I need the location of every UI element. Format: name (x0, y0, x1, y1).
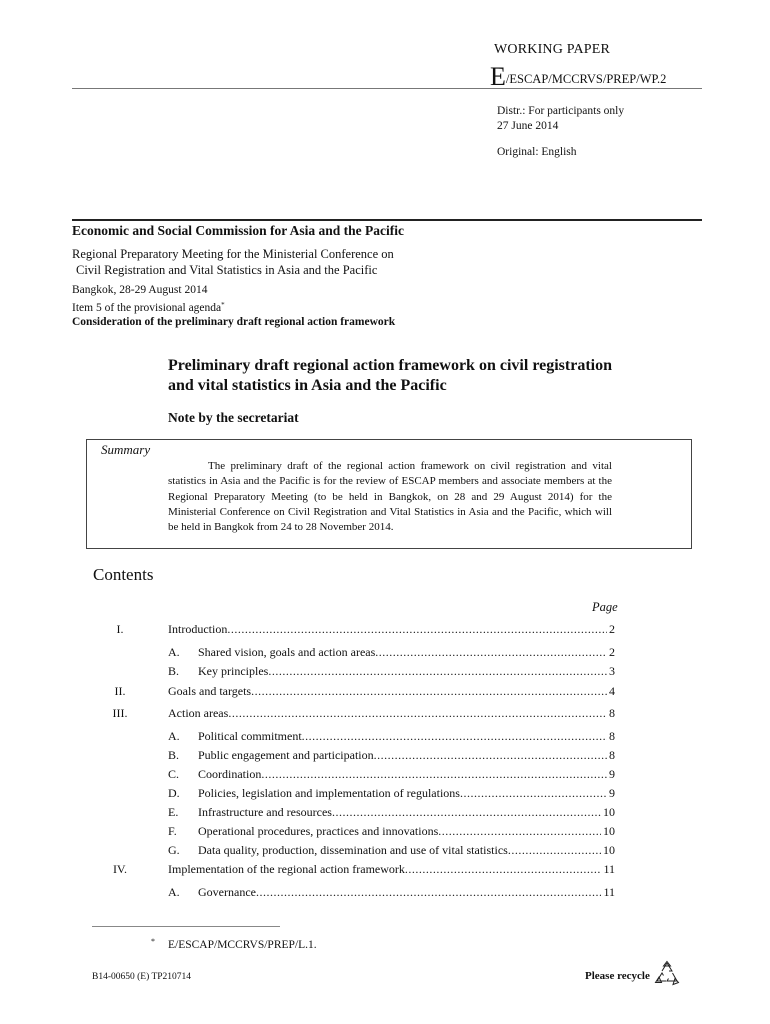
organization-rule (72, 219, 702, 221)
toc-subsection-letter: G. (168, 843, 180, 857)
toc-leader-dots (227, 622, 607, 637)
toc-subsection-letter: E. (168, 805, 179, 819)
toc-leader-dots (261, 767, 607, 782)
toc-entry (168, 706, 615, 721)
toc-entry (168, 862, 615, 877)
toc-leader-dots (268, 664, 607, 679)
toc-row (100, 645, 615, 661)
toc-entry (168, 824, 615, 839)
toc-entry-label: Shared vision, goals and action areas (198, 645, 376, 659)
toc-row (100, 885, 615, 901)
toc-subsection-letter: A. (168, 645, 180, 659)
toc-leader-dots (256, 885, 601, 900)
toc-subsection-letter: A. (168, 885, 180, 899)
toc-leader-dots (374, 748, 607, 763)
toc-row (100, 862, 615, 878)
toc-entry-label: Key principles (198, 664, 269, 678)
toc-entry-label: Policies, legislation and implementation of regulations (198, 786, 460, 800)
meeting-line-2: Civil Registration and Vital Statistics in Asia and the Pacific (76, 262, 378, 277)
toc-entry-label: Operational procedures, practices and innovations (198, 824, 439, 838)
toc-row (100, 805, 615, 821)
toc-entry-label: Data quality, production, dissemination and use of vital statistics (198, 843, 508, 857)
summary-label: Summary (101, 442, 151, 457)
toc-entry (168, 664, 615, 679)
toc-subsection-letter: F. (168, 824, 177, 838)
toc-section-number: III. (112, 706, 128, 720)
document-symbol-initial: E (490, 62, 506, 91)
document-symbol-rest: /ESCAP/MCCRVS/PREP/WP.2 (505, 72, 667, 86)
toc-entry-label: Introduction (168, 622, 228, 636)
toc-page-number: 11 (603, 885, 615, 899)
toc-row (100, 824, 615, 840)
toc-leader-dots (228, 706, 607, 721)
toc-leader-dots (508, 843, 601, 858)
toc-subsection-letter: A. (168, 729, 180, 743)
toc-entry (168, 622, 615, 637)
toc-page-number: 9 (609, 767, 615, 781)
toc-row (100, 748, 615, 764)
toc-entry (168, 805, 615, 820)
contents-heading: Contents (93, 565, 154, 584)
distribution-block (497, 104, 624, 134)
summary-text: The preliminary draft of the regional action framework on civil registration and vital statistics in Asia and the Pacific is for the review of ESCAP members and associate members at the Regional Preparatory Meeting (to be held in Bangkok, on 28 and 29 August 2014) for the Ministerial Conference on Civil Registration and Vital Statistics in Asia and the Pacific, which will be held in Bangkok from 24 to 28 November 2014. (168, 460, 612, 534)
toc-entry (168, 843, 615, 858)
toc-page-number: 9 (609, 786, 615, 800)
recycle-label: Please recycle (585, 970, 650, 982)
toc-page-number: 4 (609, 684, 615, 698)
toc-subsection-letter: B. (168, 664, 180, 678)
toc-row (100, 767, 615, 783)
toc-page-number: 2 (609, 622, 615, 636)
toc-subsection-letter: D. (168, 786, 180, 800)
original-language: Original: English (497, 146, 577, 158)
toc-section-number: II. (114, 684, 126, 698)
meeting-title (72, 247, 394, 278)
toc-row (100, 729, 615, 745)
agenda-item-footnote-marker: * (221, 300, 225, 309)
meeting-line-1: Regional Preparatory Meeting for the Ministerial Conference on (72, 247, 394, 261)
toc-entry (168, 786, 615, 801)
toc-row (100, 843, 615, 859)
toc-entry-label: Goals and targets (168, 684, 252, 698)
toc-page-number: 11 (603, 862, 615, 876)
job-number: B14-00650 (E) TP210714 (92, 972, 192, 982)
toc-page-number: 10 (603, 843, 615, 857)
document-symbol (490, 64, 666, 90)
toc-leader-dots (332, 805, 601, 820)
agenda-item (72, 298, 395, 316)
organization-name: Economic and Social Commission for Asia and the Pacific (72, 223, 405, 238)
toc-subsection-letter: B. (168, 748, 180, 762)
footnote-marker: * (151, 937, 155, 946)
toc-row (100, 622, 615, 638)
toc-leader-dots (302, 729, 607, 744)
toc-page-number: 10 (603, 805, 615, 819)
toc-page-number: 10 (603, 824, 615, 838)
toc-page-number: 8 (609, 729, 615, 743)
toc-entry (168, 885, 615, 900)
meeting-details (72, 283, 395, 330)
toc-row (100, 684, 615, 700)
header-rule (72, 88, 702, 89)
toc-subsection-letter: C. (168, 767, 180, 781)
toc-entry-label: Infrastructure and resources (198, 805, 332, 819)
toc-entry-label: Coordination (198, 767, 262, 781)
toc-entry-label: Governance (198, 885, 256, 899)
toc-row (100, 664, 615, 680)
footnote-rule (92, 926, 280, 927)
toc-leader-dots (375, 645, 607, 660)
contents-page-label: Page (592, 600, 618, 614)
toc-leader-dots (405, 862, 602, 877)
toc-entry (168, 645, 615, 660)
toc-section-number: IV. (112, 862, 128, 876)
toc-leader-dots (460, 786, 607, 801)
toc-entry-label: Implementation of the regional action framework (168, 862, 405, 876)
recycle-icon (653, 960, 681, 988)
toc-page-number: 2 (609, 645, 615, 659)
distribution-text: Distr.: For participants only (497, 105, 625, 117)
agenda-item-title: Consideration of the preliminary draft regional action framework (72, 316, 396, 328)
toc-entry-label: Political commitment (198, 729, 302, 743)
toc-entry (168, 729, 615, 744)
meeting-place-date: Bangkok, 28-29 August 2014 (72, 284, 208, 296)
document-title: Preliminary draft regional action framework on civil registration and vital statistics in Asia and the Pacific (168, 357, 612, 394)
toc-page-number: 8 (609, 748, 615, 762)
toc-entry (168, 684, 615, 699)
toc-entry (168, 767, 615, 782)
toc-page-number: 3 (609, 664, 615, 678)
toc-page-number: 8 (609, 706, 615, 720)
toc-section-number: I. (116, 622, 124, 636)
document-subtitle: Note by the secretariat (168, 410, 299, 425)
agenda-item-text: Item 5 of the provisional agenda (72, 301, 222, 314)
document-date: 27 June 2014 (497, 120, 559, 132)
toc-leader-dots (251, 684, 607, 699)
toc-row (100, 706, 615, 722)
footnote-text: E/ESCAP/MCCRVS/PREP/L.1. (168, 939, 317, 951)
toc-entry (168, 748, 615, 763)
toc-entry-label: Action areas (168, 706, 229, 720)
toc-leader-dots (438, 824, 601, 839)
toc-row (100, 786, 615, 802)
toc-entry-label: Public engagement and participation (198, 748, 374, 762)
working-paper-label: WORKING PAPER (494, 42, 611, 57)
